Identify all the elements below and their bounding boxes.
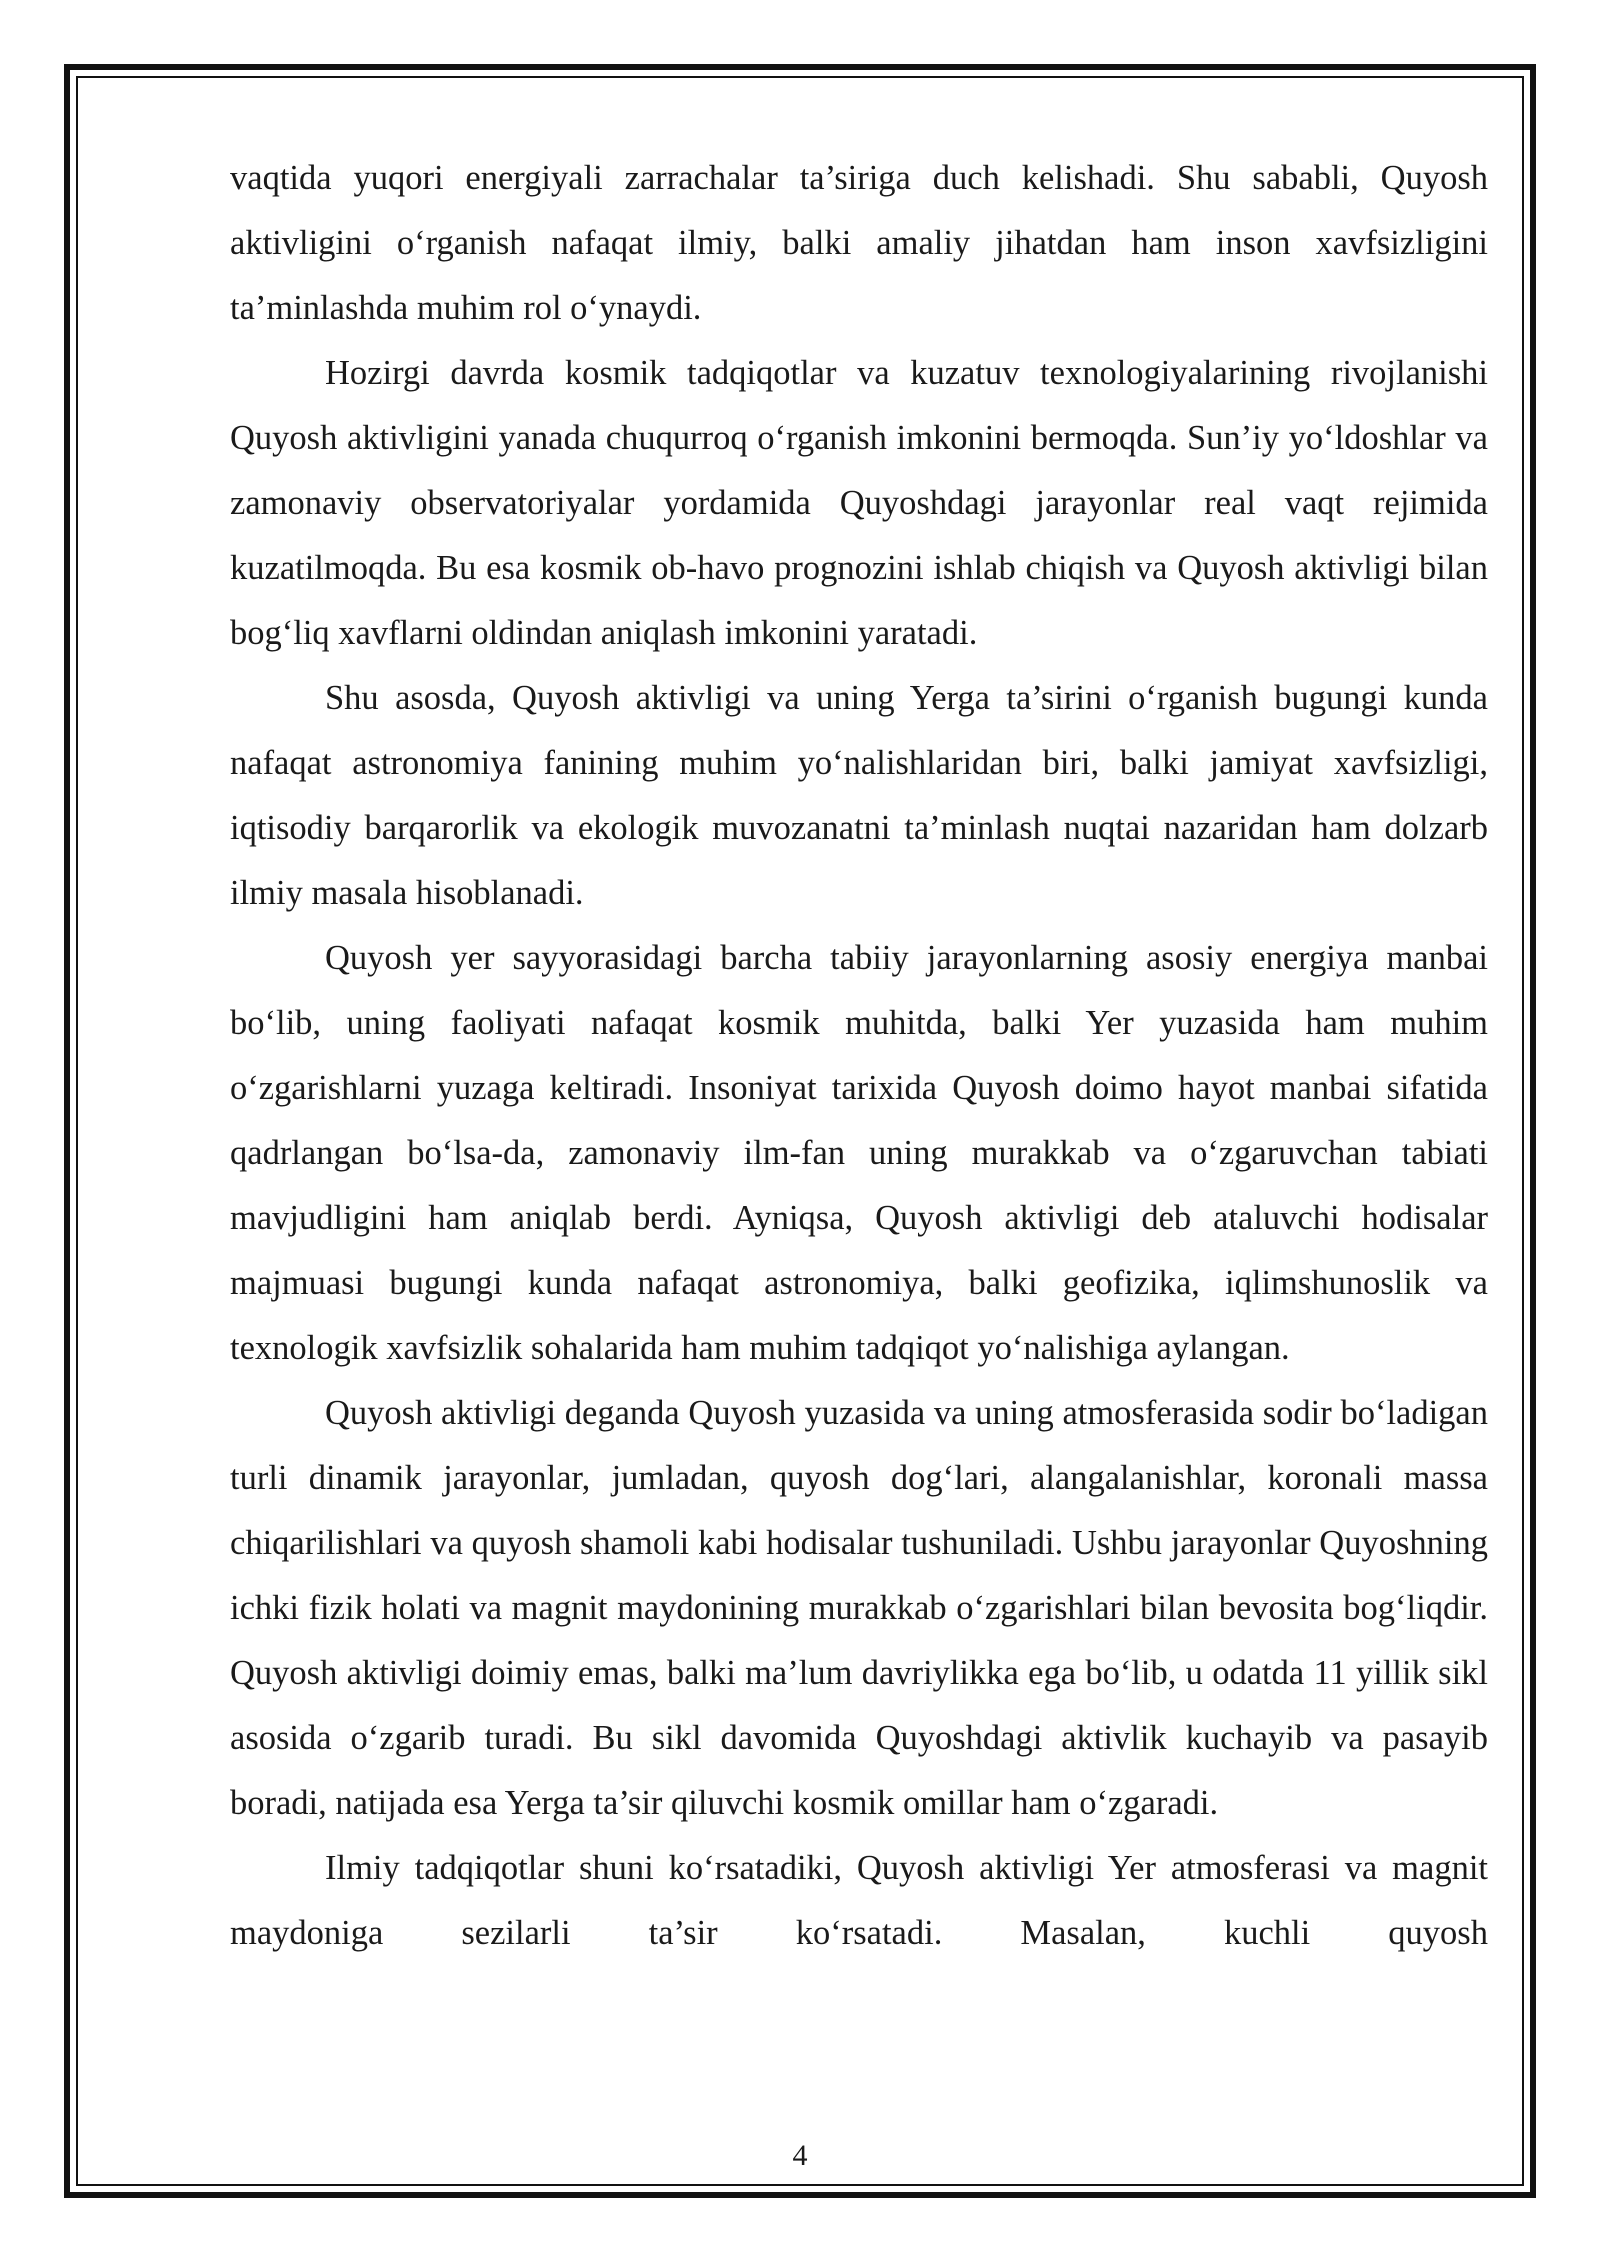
document-body xyxy=(230,146,1488,1966)
paragraph-significance: Shu asosda, Quyosh aktivligi va uning Yerga ta’sirini o‘rganish bugungi kunda nafaqat astronomiya fanining muhim yo‘nalishlaridan biri, balki jamiyat xavfsizligi, iqtisodiy barqarorlik va ekologik muvozanatni ta’minlash nuqtai nazaridan ham dolzarb ilmiy masala hisoblanadi. xyxy=(230,679,1488,912)
paragraph-sun-energy-source: Quyosh yer sayyorasidagi barcha tabiiy jarayonlarning asosiy energiya manbai bo‘lib, uning faoliyati nafaqat kosmik muhitda, balki Yer yuzasida ham muhim o‘zgarishlarni yuzaga keltiradi. Insoniyat tarixida Quyosh doimo hayot manbai sifatida qadrlangan bo‘lsa-da, zamonaviy ilm-fan uning murakkab va o‘zgaruvchan tabiati mavjudligini ham aniqlab berdi. Ayniqsa, Quyosh aktivligi deb ataluvchi hodisalar majmuasi bugungi kunda nafaqat astronomiya, balki geofizika, iqlimshunoslik va texnologik xavfsizlik sohalarida ham muhim tadqiqot yo‘nalishiga aylangan. xyxy=(230,939,1488,1367)
paragraph-space-research: Hozirgi davrda kosmik tadqiqotlar va kuzatuv texnologiyalarining rivojlanishi Quyosh aktivligini yanada chuqurroq o‘rganish imkonini bermoqda. Sun’iy yo‘ldoshlar va zamonaviy observatoriyalar yordamida Quyoshdagi jarayonlar real vaqt rejimida kuzatilmoqda. Bu esa kosmik ob-havo prognozini ishlab chiqish va Quyosh aktivligi bilan bog‘liq xavflarni oldindan aniqlash imkonini yaratadi. xyxy=(230,354,1488,652)
paragraph-solar-activity-definition: Quyosh aktivligi deganda Quyosh yuzasida va uning atmosferasida sodir bo‘ladigan turli dinamik jarayonlar, jumladan, quyosh dog‘lari, alangalanishlar, koronali massa chiqarilishlari va quyosh shamoli kabi hodisalar tushuniladi. Ushbu jarayonlar Quyoshning ichki fizik holati va magnit maydonining murakkab o‘zgarishlari bilan bevosita bog‘liqdir. Quyosh aktivligi doimiy emas, balki ma’lum davriylikka ega bo‘lib, u odatda 11 yillik sikl asosida o‘zgarib turadi. Bu sikl davomida Quyoshdagi aktivlik kuchayib va pasayib boradi, natijada esa Yerga ta’sir qiluvchi kosmik omillar ham o‘zgaradi. xyxy=(230,1394,1488,1822)
paragraph-continuation: vaqtida yuqori energiyali zarrachalar ta’siriga duch kelishadi. Shu sababli, Quyosh aktivligini o‘rganish nafaqat ilmiy, balki amaliy jihatdan ham inson xavfsizligini ta’minlashda muhim rol o‘ynaydi. xyxy=(230,159,1488,327)
page-number: 4 xyxy=(792,2139,808,2172)
paragraph-scientific-research: Ilmiy tadqiqotlar shuni ko‘rsatadiki, Quyosh aktivligi Yer atmosferasi va magnit maydoniga sezilarli ta’sir ko‘rsatadi. Masalan, kuchli quyosh xyxy=(230,1849,1488,1952)
